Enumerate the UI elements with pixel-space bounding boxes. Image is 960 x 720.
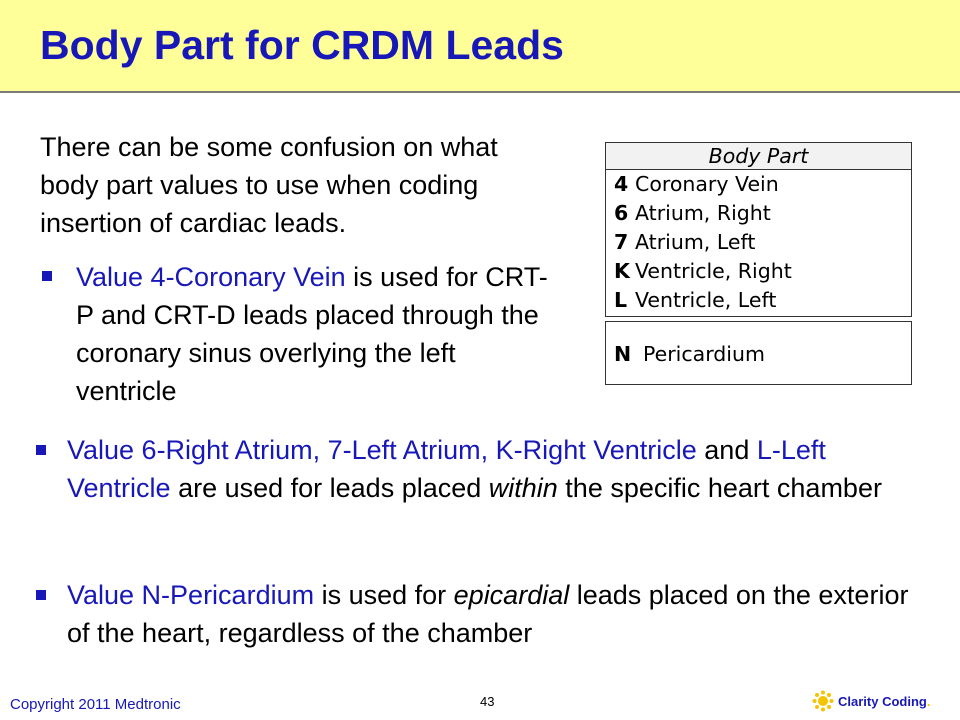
bullet-text [76,258,562,410]
row-label: Ventricle, Left [635,288,777,312]
bullet-text [67,431,927,507]
bullet-square-icon [36,590,46,600]
bullet-square-icon [42,271,52,281]
row-label: Pericardium [643,342,765,366]
slide-title: Body Part for CRDM Leads [40,22,564,68]
pericardium-box [605,321,912,385]
bullet-segment: epicardial [453,580,570,610]
row-code: N [614,342,632,366]
intro-paragraph: There can be some confusion on what body part values to use when coding insertion of cardiac leads. [40,132,498,238]
bullet-segment: is used for [314,580,454,610]
row-code: 7 [614,230,629,254]
row-code: L [614,288,628,312]
body-part-table-header: Body Part [606,143,911,170]
clarity-coding-logo [812,690,952,714]
bullet-segment: Value N-Pericardium [67,580,315,610]
copyright-text: Copyright 2011 Medtronic [10,696,181,713]
table-row [606,199,911,228]
page-number: 43 [480,694,495,709]
bullet-segment: Value 4-Coronary Vein [76,262,346,292]
bullet-square-icon [36,445,46,455]
row-code: 4 [614,172,629,196]
table-row [606,286,911,315]
table-row [606,228,911,257]
title-bar [0,0,960,93]
bullet-segment: L-Left Ventricle [67,435,826,503]
row-code: 6 [614,201,629,225]
row-label: Atrium, Left [635,230,756,254]
body-part-table [605,142,912,317]
bullet-segment: and [696,435,757,465]
table-row [606,170,911,199]
bullet-segment: the specific heart chamber [557,473,882,503]
sun-icon [812,690,834,712]
bullet-segment: Value 6-Right Atrium, 7-Left Atrium, K-Right Ventricle [67,435,697,465]
bullet-segment: leads placed on the exterior of the heart, regardless of the chamber [67,580,909,648]
row-code: K [614,259,630,283]
logo-text: Clarity Coding. [838,694,931,709]
row-label: Atrium, Right [635,201,771,225]
bullet-text [67,576,927,652]
bullet-segment: is used for CRT-P and CRT-D leads placed through the coronary sinus overlying the left ventricle [76,262,548,406]
bullet-segment: are used for leads placed [170,473,489,503]
bullet-segment: within [488,473,558,503]
row-label: Coronary Vein [635,172,779,196]
table-row [606,257,911,286]
row-label: Ventricle, Right [635,259,792,283]
